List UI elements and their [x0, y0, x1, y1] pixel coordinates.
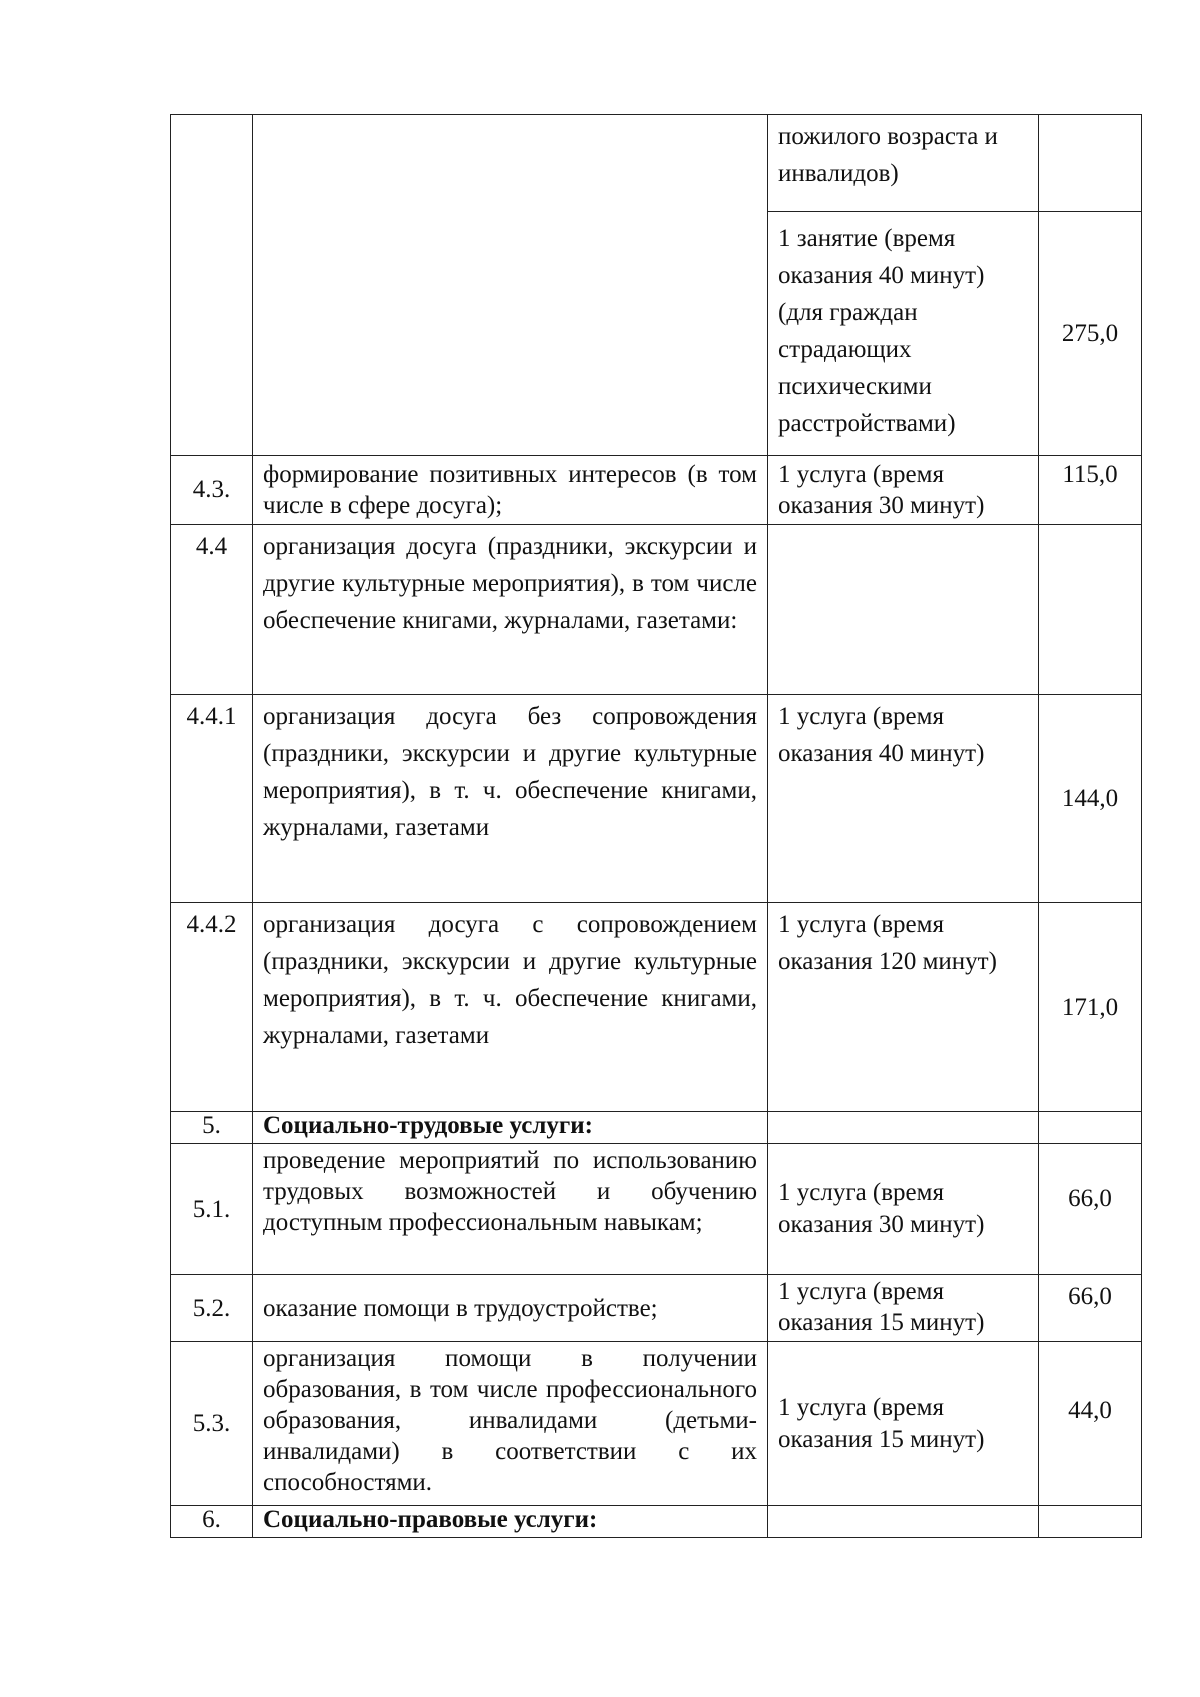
- service-price: 44,0: [1039, 1342, 1142, 1506]
- service-unit: 1 услуга (время оказания 120 минут): [768, 903, 1039, 1112]
- table-row: [171, 903, 1142, 1112]
- service-price: 171,0: [1039, 903, 1142, 1112]
- service-description: [253, 115, 768, 456]
- table-row: [171, 525, 1142, 695]
- section-heading: Социально-правовые услуги:: [253, 1506, 768, 1538]
- service-description: организация помощи в получении образования, в том числе профессионального образования, инвалидами (детьми-инвалидами) в соответствии с их способностями.: [253, 1342, 768, 1506]
- service-description: проведение мероприятий по использованию трудовых возможностей и обучению доступным профессиональным навыкам;: [253, 1144, 768, 1275]
- service-price: [1039, 1506, 1142, 1538]
- service-unit: 1 занятие (время оказания 40 минут) (для граждан страдающих психическими расстройствами): [768, 212, 1039, 456]
- row-number: 4.3.: [171, 456, 253, 525]
- service-unit: 1 услуга (время оказания 30 минут): [768, 456, 1039, 525]
- row-number: 5.: [171, 1112, 253, 1144]
- row-number: 4.4.1: [171, 695, 253, 903]
- service-unit: 1 услуга (время оказания 15 минут): [768, 1342, 1039, 1506]
- service-price: 144,0: [1039, 695, 1142, 903]
- row-number: 4.4.2: [171, 903, 253, 1112]
- row-number: [171, 115, 253, 456]
- table-row: [171, 1342, 1142, 1506]
- row-number: 5.1.: [171, 1144, 253, 1275]
- row-number: 4.4: [171, 525, 253, 695]
- service-description: оказание помощи в трудоустройстве;: [253, 1275, 768, 1342]
- table-row: [171, 115, 1142, 212]
- service-description: организация досуга без сопровождения (праздники, экскурсии и другие культурные мероприятия), в т. ч. обеспечение книгами, журналами, газетами: [253, 695, 768, 903]
- table-row: [171, 1112, 1142, 1144]
- service-unit: [768, 525, 1039, 695]
- row-number: 5.2.: [171, 1275, 253, 1342]
- service-unit: 1 услуга (время оказания 30 минут): [768, 1144, 1039, 1275]
- service-price: 66,0: [1039, 1275, 1142, 1342]
- service-price: 275,0: [1039, 212, 1142, 456]
- service-description: организация досуга (праздники, экскурсии и другие культурные мероприятия), в том числе обеспечение книгами, журналами, газетами:: [253, 525, 768, 695]
- service-price: 66,0: [1039, 1144, 1142, 1275]
- service-unit: 1 услуга (время оказания 15 минут): [768, 1275, 1039, 1342]
- service-unit: [768, 1112, 1039, 1144]
- table-row: [171, 1506, 1142, 1538]
- table-row: [171, 456, 1142, 525]
- services-table: [170, 114, 1142, 1538]
- service-price: 115,0: [1039, 456, 1142, 525]
- row-number: 6.: [171, 1506, 253, 1538]
- section-heading: Социально-трудовые услуги:: [253, 1112, 768, 1144]
- service-price: [1039, 1112, 1142, 1144]
- row-number: 5.3.: [171, 1342, 253, 1506]
- service-unit: 1 услуга (время оказания 40 минут): [768, 695, 1039, 903]
- service-price: [1039, 115, 1142, 212]
- service-description: формирование позитивных интересов (в том числе в сфере досуга);: [253, 456, 768, 525]
- table-row: [171, 1144, 1142, 1275]
- service-unit: пожилого возраста и инвалидов): [768, 115, 1039, 212]
- table-row: [171, 1275, 1142, 1342]
- table-row: [171, 695, 1142, 903]
- service-description: организация досуга с сопровождением (праздники, экскурсии и другие культурные мероприятия), в т. ч. обеспечение книгами, журналами, газетами: [253, 903, 768, 1112]
- service-unit: [768, 1506, 1039, 1538]
- service-price: [1039, 525, 1142, 695]
